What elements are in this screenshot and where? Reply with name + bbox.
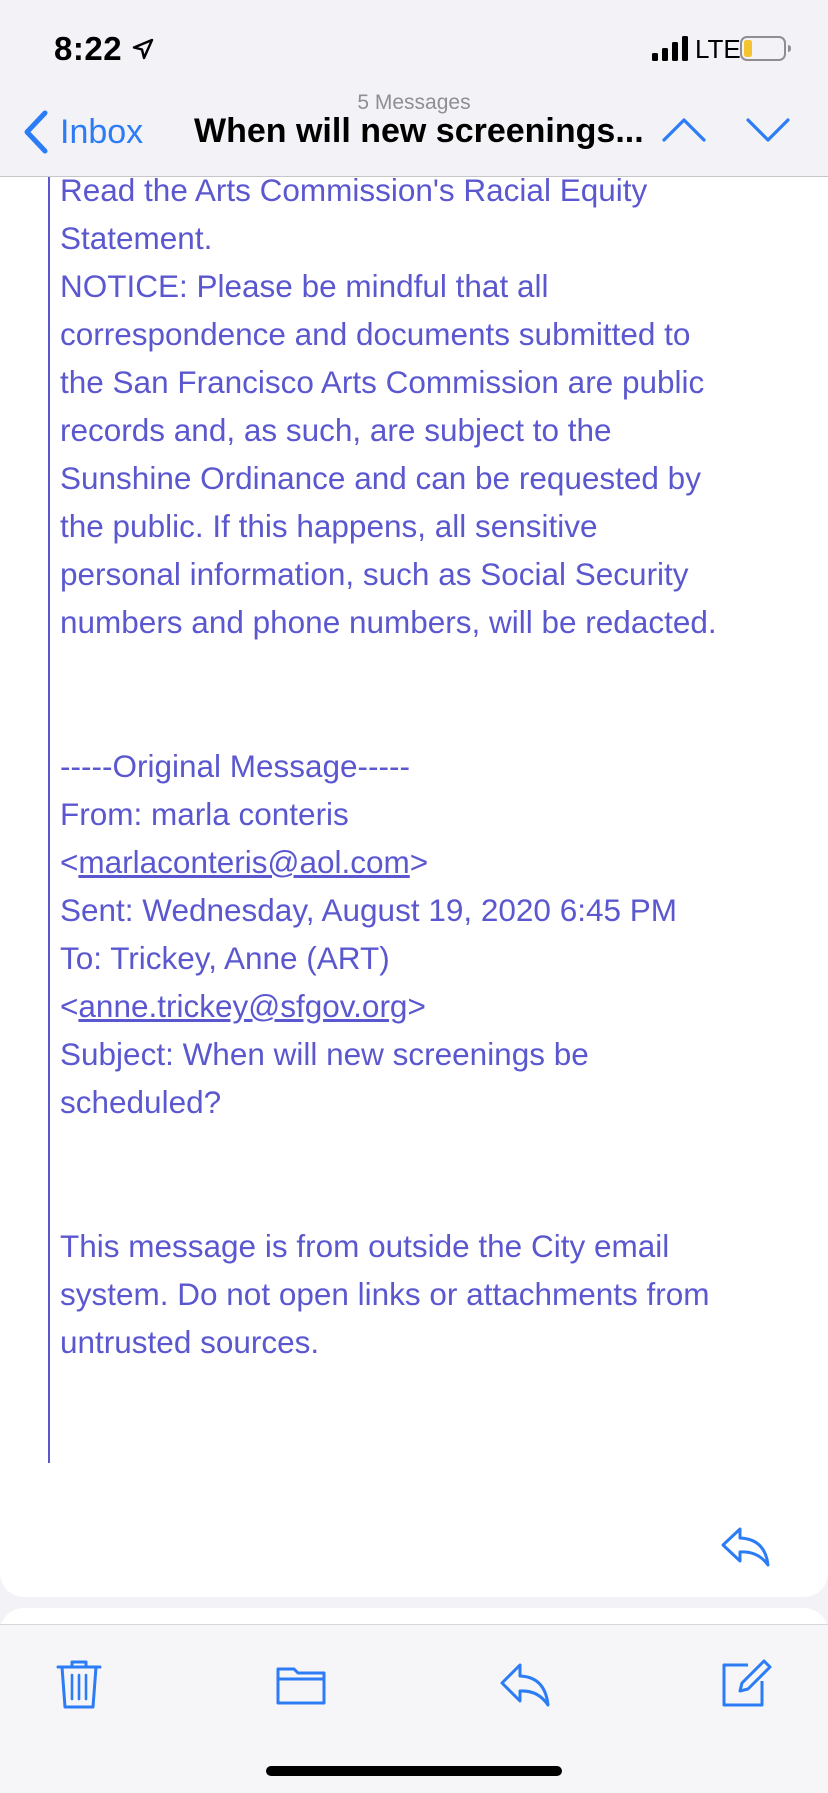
message-count: 5 Messages [357, 91, 471, 114]
to-email-link[interactable]: anne.trickey@sfgov.org [78, 988, 408, 1024]
chevron-left-icon [22, 110, 50, 154]
quoted-message-body [60, 166, 800, 1366]
body-line: Sunshine Ordinance and can be requested by [60, 460, 701, 496]
message-card [0, 172, 828, 1597]
body-line: correspondence and documents submitted to [60, 316, 691, 352]
sent-line: Sent: Wednesday, August 19, 2020 6:45 PM [60, 892, 678, 928]
compose-icon[interactable] [718, 1657, 772, 1711]
body-line: Read the Arts Commission's Racial Equity [60, 172, 648, 208]
body-line: the public. If this happens, all sensitive [60, 508, 598, 544]
folder-icon[interactable] [274, 1657, 328, 1711]
original-message-header: -----Original Message----- [60, 748, 411, 784]
reply-icon[interactable] [720, 1525, 772, 1569]
bottom-toolbar [0, 1624, 828, 1793]
nav-bar [0, 88, 828, 177]
body-line: numbers and phone numbers, will be redacted. [60, 604, 717, 640]
back-to-inbox-button[interactable] [22, 108, 143, 156]
thread-title: When will new screenings... [194, 112, 644, 150]
spacer [60, 646, 800, 742]
to-email-line: <anne.trickey@sfgov.org> [60, 988, 426, 1024]
back-label: Inbox [60, 112, 144, 151]
from-email-link[interactable]: marlaconteris@aol.com [78, 844, 410, 880]
body-line: NOTICE: Please be mindful that all [60, 268, 549, 304]
body-line: the San Francisco Arts Commission are public [60, 364, 705, 400]
subject-line-cont: scheduled? [60, 1084, 222, 1120]
warning-line: system. Do not open links or attachments from [60, 1276, 710, 1312]
home-indicator[interactable] [266, 1766, 562, 1776]
subject-line: Subject: When will new screenings be [60, 1036, 589, 1072]
status-bar [0, 0, 828, 96]
to-line: To: Trickey, Anne (ART) [60, 940, 390, 976]
status-time: 8:22 [54, 30, 123, 67]
from-email-line: <marlaconteris@aol.com> [60, 844, 429, 880]
chevron-down-icon[interactable] [744, 110, 792, 150]
trash-icon[interactable] [52, 1657, 106, 1711]
body-line: personal information, such as Social Security [60, 556, 689, 592]
spacer [60, 1126, 800, 1222]
battery-icon [740, 36, 792, 62]
signal-bars-icon [652, 36, 692, 62]
network-label: LTE [695, 34, 741, 64]
warning-line: untrusted sources. [60, 1324, 320, 1360]
warning-line: This message is from outside the City email [60, 1228, 670, 1264]
reply-icon[interactable] [498, 1657, 552, 1711]
location-arrow-icon [132, 38, 154, 60]
chevron-up-icon[interactable] [660, 110, 708, 150]
body-line: records and, as such, are subject to the [60, 412, 612, 448]
body-line: Statement. [60, 220, 213, 256]
from-line: From: marla conteris [60, 796, 349, 832]
quote-bar [48, 177, 50, 1463]
